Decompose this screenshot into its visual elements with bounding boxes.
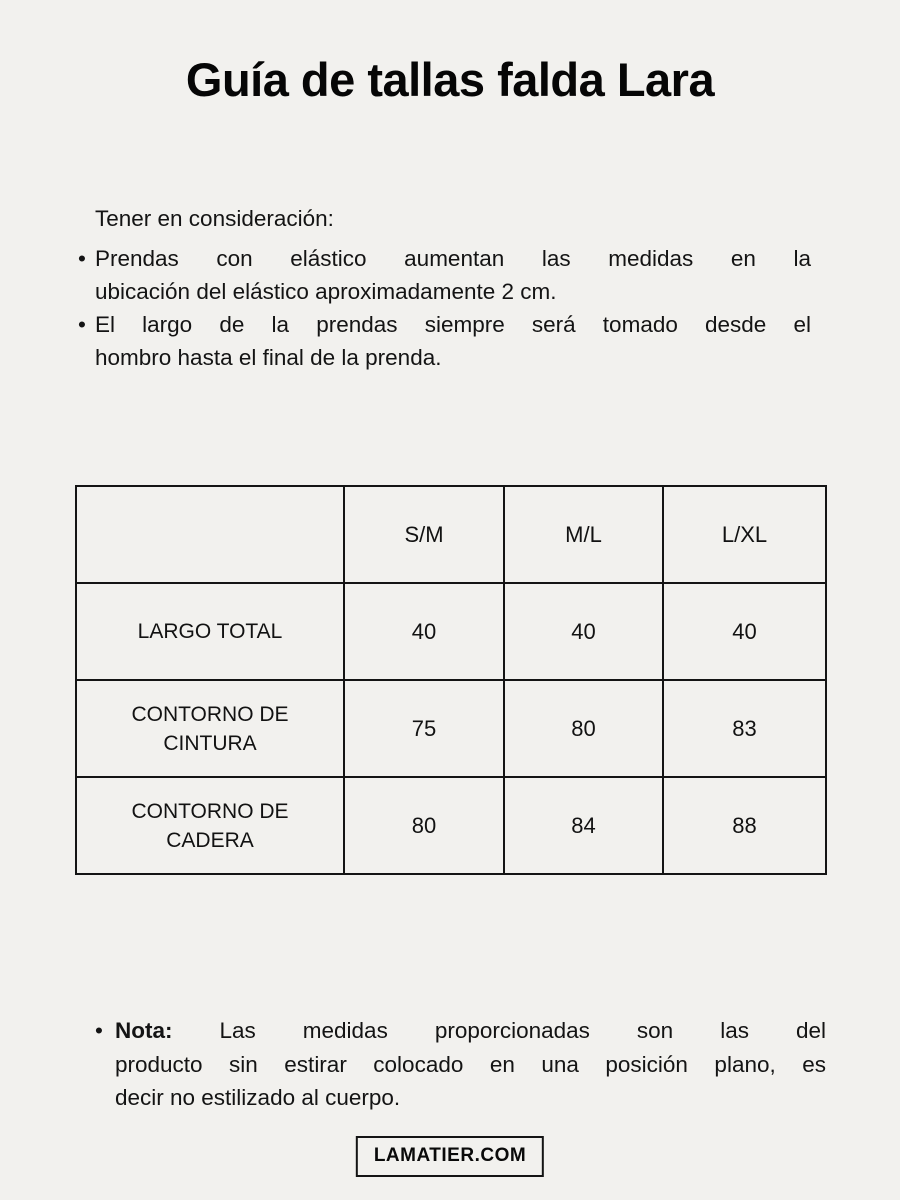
column-header-ml: M/L (504, 486, 663, 583)
bullet-icon: • (78, 246, 86, 271)
bullet-icon: • (95, 1018, 103, 1043)
size-table (75, 485, 827, 875)
consideration-line: ubicación del elástico aproximadamente 2 cm. (95, 279, 557, 304)
table-row (76, 583, 826, 680)
consideration-item (78, 308, 811, 374)
column-header-lxl: L/XL (663, 486, 826, 583)
cell-value: 84 (504, 777, 663, 874)
page-title: Guía de tallas falda Lara (185, 53, 715, 106)
consideration-item (78, 242, 811, 308)
consideration-line: El largo de la prendas siempre será tomado desde el (95, 312, 811, 337)
cell-value: 80 (344, 777, 504, 874)
cell-value: 83 (663, 680, 826, 777)
row-label-contorno-cadera: CONTORNO DE CADERA (131, 799, 289, 852)
consideration-line: Prendas con elástico aumentan las medidas en la (95, 246, 811, 271)
note-line: Nota: Las medidas proporcionadas son las del (115, 1018, 826, 1043)
bullet-icon: • (78, 312, 86, 337)
column-header-empty (76, 486, 344, 583)
cell-value: 80 (504, 680, 663, 777)
consideration-line: hombro hasta el final de la prenda. (95, 345, 442, 370)
considerations-section (78, 202, 811, 374)
column-header-sm: S/M (344, 486, 504, 583)
table-header-row (76, 486, 826, 583)
row-label-largo-total: LARGO TOTAL (137, 620, 283, 643)
note-line: decir no estilizado al cuerpo. (115, 1085, 401, 1110)
table-row (76, 777, 826, 874)
cell-value: 75 (344, 680, 504, 777)
table-row (76, 680, 826, 777)
cell-value: 88 (663, 777, 826, 874)
considerations-intro: Tener en consideración: (95, 206, 334, 231)
row-label-contorno-cintura: CONTORNO DE CINTURA (131, 702, 289, 755)
note-line: producto sin estirar colocado en una posición plano, es (115, 1051, 826, 1077)
cell-value: 40 (663, 583, 826, 680)
brand-badge (356, 1136, 544, 1177)
note-label: Nota: (115, 1018, 173, 1043)
brand-label: LAMATIER.COM (373, 1145, 527, 1166)
cell-value: 40 (344, 583, 504, 680)
cell-value: 40 (504, 583, 663, 680)
note-section (95, 1014, 826, 1115)
